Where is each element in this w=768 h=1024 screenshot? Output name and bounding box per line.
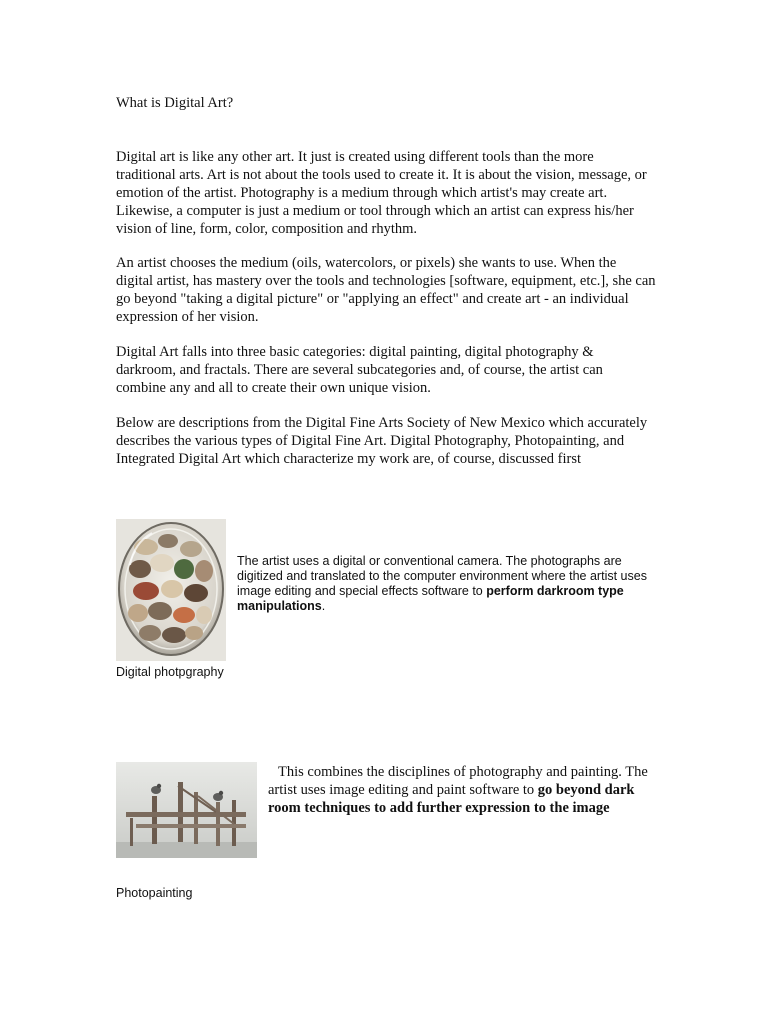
description-text: The artist uses a digital or conventional camera. The photographs are digitized and translated to the computer environment where the artist uses image editing and special effects software to — [237, 554, 647, 598]
description-photopainting — [268, 763, 658, 817]
paragraph-categories: Digital Art falls into three basic categories: digital painting, digital photography & darkroom, and fractals. There are several subcategories and, of course, the artist can combine any and all to create their own unique vision. — [116, 344, 603, 396]
description-emphasis: perform darkroom type manipulations — [237, 584, 624, 613]
caption-photopainting: Photopainting — [116, 886, 193, 900]
paragraph-medium: An artist chooses the medium (oils, watercolors, or pixels) she wants to use. When the digital artist, has mastery over the tools and technologies [software, equipment, etc.], she can go beyond "taking a digital picture" or "applying an effect" and create art - an individual expression of her vision. — [116, 255, 656, 325]
description-emphasis: go beyond dark room techniques to add further expression to the image — [268, 782, 635, 816]
description-end: . — [321, 599, 326, 613]
stones-bowl-photo — [116, 519, 226, 661]
page-title: What is Digital Art? — [116, 95, 234, 111]
paragraph-intro: Digital art is like any other art. It just is created using different tools than the more traditional arts. Art is not about the tools used to create it. It is about the vision, message, or emotion of the artist. Photography is a medium through which artist's may create art. Likewise, a computer is just a medium or tool through which an artist can express his/her vision of line, form, color, composition and rhythm. — [116, 149, 647, 237]
paragraph-descriptions: Below are descriptions from the Digital Fine Arts Society of New Mexico which accurately describes the various types of Digital Fine Art. Digital Photography, Photopainting, and Integrated Digital Art which characterize my work are, of course, discussed first — [116, 415, 648, 467]
foggy-dock-photo — [116, 762, 257, 858]
description-digital-photography — [237, 554, 657, 614]
description-text: This combines the disciplines of photography and painting. The artist uses image editing and paint software to — [268, 764, 648, 798]
caption-digital-photography: Digital photpgraphy — [116, 665, 224, 679]
